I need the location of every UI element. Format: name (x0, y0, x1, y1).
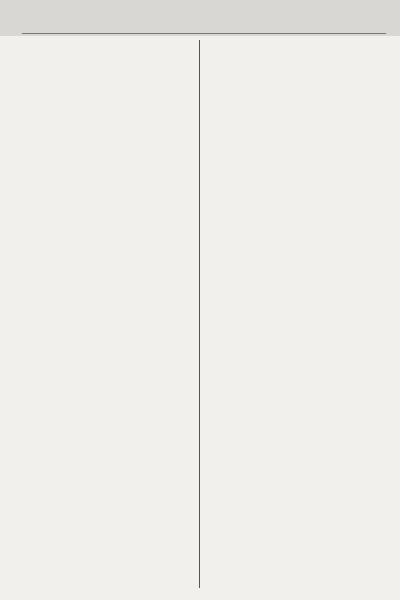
header-rule (22, 33, 386, 34)
page-header (0, 0, 400, 36)
column-divider (199, 40, 200, 588)
